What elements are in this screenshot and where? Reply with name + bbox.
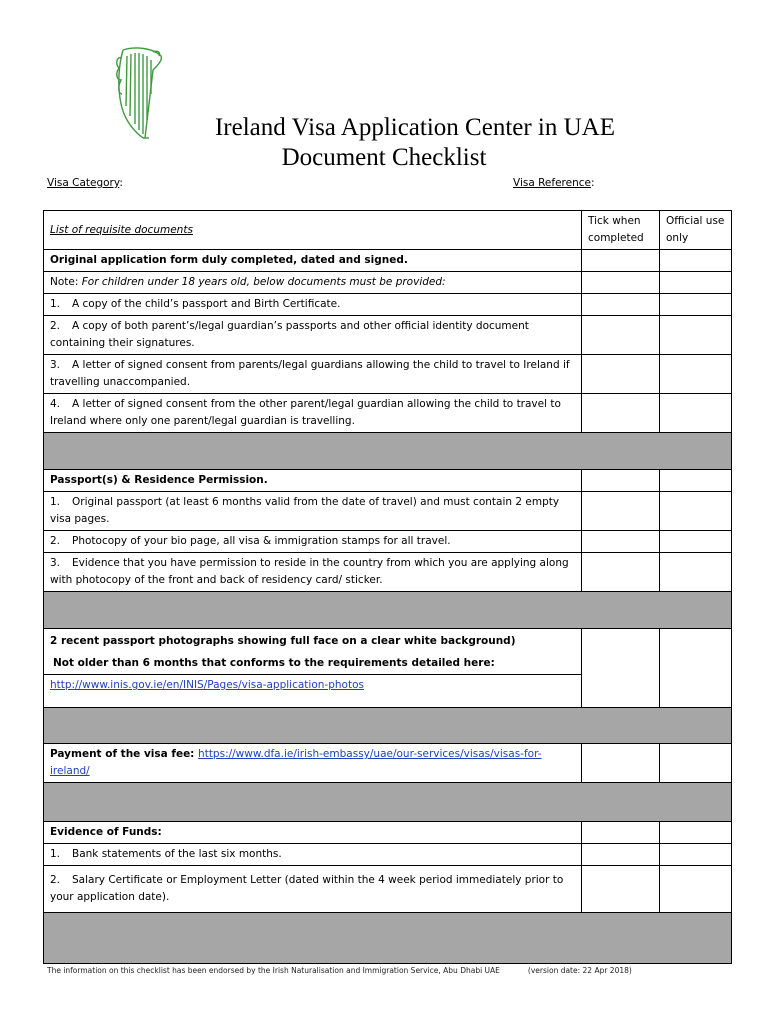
separator-row [44,913,732,964]
visa-category-field [47,177,123,189]
item-number: 2. [50,874,61,886]
official-cell [660,316,732,355]
document-checklist-table [43,210,732,964]
official-cell [660,355,732,394]
tick-cell[interactable] [582,394,660,433]
visa-reference-colon: : [591,177,595,189]
item-text: A letter of signed consent from parents/legal guardians allowing the child to travel to Ireland if travelling unaccompanied. [50,359,570,388]
list-item [44,294,582,316]
official-cell [660,272,732,294]
official-cell [660,553,732,592]
list-item [44,553,582,592]
list-item [44,844,582,866]
section-title-funds: Evidence of Funds: [44,822,582,844]
note-label: Note: [50,276,82,288]
page-title [0,113,768,173]
tick-cell[interactable] [582,553,660,592]
item-number: 1. [50,848,61,860]
separator-cell [44,433,732,470]
item-number: 3. [50,557,61,569]
photo-requirements-link[interactable]: http://www.inis.gov.ie/en/INIS/Pages/visa-application-photos [50,679,364,691]
visa-fee-label: Payment of the visa fee: [50,748,199,760]
table-header-row [44,211,732,250]
official-cell [660,294,732,316]
list-item [44,394,582,433]
separator-cell [44,708,732,744]
photographs-title: 2 recent passport photographs showing full face on a clear white background) [50,635,516,647]
tick-cell[interactable] [582,294,660,316]
visa-reference-label: Visa Reference [513,177,591,189]
item-number: 2. [50,535,61,547]
tick-cell[interactable] [582,355,660,394]
item-number: 1. [50,496,61,508]
list-item [44,866,582,913]
official-cell [660,250,732,272]
visa-category-colon: : [119,177,123,189]
title-line-2: Document Checklist [281,144,487,171]
separator-row [44,783,732,822]
item-number: 4. [50,398,61,410]
separator-cell [44,592,732,629]
tick-cell[interactable] [582,272,660,294]
table-row [44,629,732,675]
tick-cell[interactable] [582,470,660,492]
list-item [44,316,582,355]
table-row [44,822,732,844]
table-row [44,316,732,355]
table-row [44,294,732,316]
tick-cell[interactable] [582,629,660,708]
separator-cell [44,783,732,822]
table-row [44,744,732,783]
item-number: 2. [50,320,61,332]
table-row [44,250,732,272]
table-row [44,531,732,553]
separator-cell [44,913,732,964]
official-cell [660,470,732,492]
table-row [44,844,732,866]
item-number: 1. [50,298,61,310]
tick-cell[interactable] [582,866,660,913]
title-line-1: Ireland Visa Application Center in UAE [214,114,616,141]
tick-cell[interactable] [582,844,660,866]
tick-cell[interactable] [582,250,660,272]
item-text: Photocopy of your bio page, all visa & immigration stamps for all travel. [72,535,451,547]
official-cell [660,394,732,433]
section-title-application-form: Original application form duly completed, dated and signed. [44,250,582,272]
item-text: Original passport (at least 6 months valid from the date of travel) and must contain 2 empty visa pages. [50,496,560,525]
note-text: For children under 18 years old, below documents must be provided: [81,276,446,288]
official-cell [660,744,732,783]
official-cell [660,531,732,553]
item-text: Evidence that you have permission to reside in the country from which you are applying along with photocopy of the front and back of residency card/ sticker. [50,557,569,586]
tick-cell[interactable] [582,531,660,553]
visa-fee-link[interactable]: https://www.dfa.ie/irish-embassy/uae/our-services/visas/visas-for-ireland/ [50,748,542,777]
footer-note [47,966,632,975]
table-row [44,866,732,913]
table-row [44,492,732,531]
photographs-requirement: Not older than 6 months that conforms to the requirements detailed here: [53,657,495,669]
official-cell [660,629,732,708]
item-text: Bank statements of the last six months. [72,848,282,860]
item-number: 3. [50,359,61,371]
section-title-passport: Passport(s) & Residence Permission. [44,470,582,492]
list-item [44,492,582,531]
visa-fee-cell [44,744,582,783]
separator-row [44,592,732,629]
visa-category-label: Visa Category [47,177,120,189]
separator-row [44,708,732,744]
note-cell [44,272,582,294]
photo-link-cell [44,675,582,708]
official-cell [660,822,732,844]
header-list-of-documents: List of requisite documents [44,211,582,250]
version-date: (version date: 22 Apr 2018) [527,966,632,975]
item-text: Salary Certificate or Employment Letter (dated within the 4 week period immediately prior to your application date). [50,874,564,903]
separator-row [44,433,732,470]
tick-cell[interactable] [582,744,660,783]
list-item [44,355,582,394]
photographs-cell [44,629,582,675]
tick-cell[interactable] [582,492,660,531]
table-row [44,394,732,433]
item-text: A copy of both parent’s/legal guardian’s passports and other official identity document containing their signatures. [50,320,529,349]
footer-text: The information on this checklist has been endorsed by the Irish Naturalisation and Immigration Service, Abu Dhabi UAE [47,966,500,975]
table-row [44,272,732,294]
visa-reference-field [513,177,595,189]
official-cell [660,866,732,913]
table-row [44,355,732,394]
tick-cell[interactable] [582,316,660,355]
header-tick-when-completed: Tick when completed [582,211,660,250]
header-official-use-only: Official use only [660,211,732,250]
item-text: A letter of signed consent from the other parent/legal guardian allowing the child to travel to Ireland where only one parent/legal guardian is travelling. [50,398,561,427]
item-text: A copy of the child’s passport and Birth Certificate. [72,298,341,310]
list-item [44,531,582,553]
table-row [44,470,732,492]
tick-cell[interactable] [582,822,660,844]
table-row [44,553,732,592]
official-cell [660,492,732,531]
official-cell [660,844,732,866]
